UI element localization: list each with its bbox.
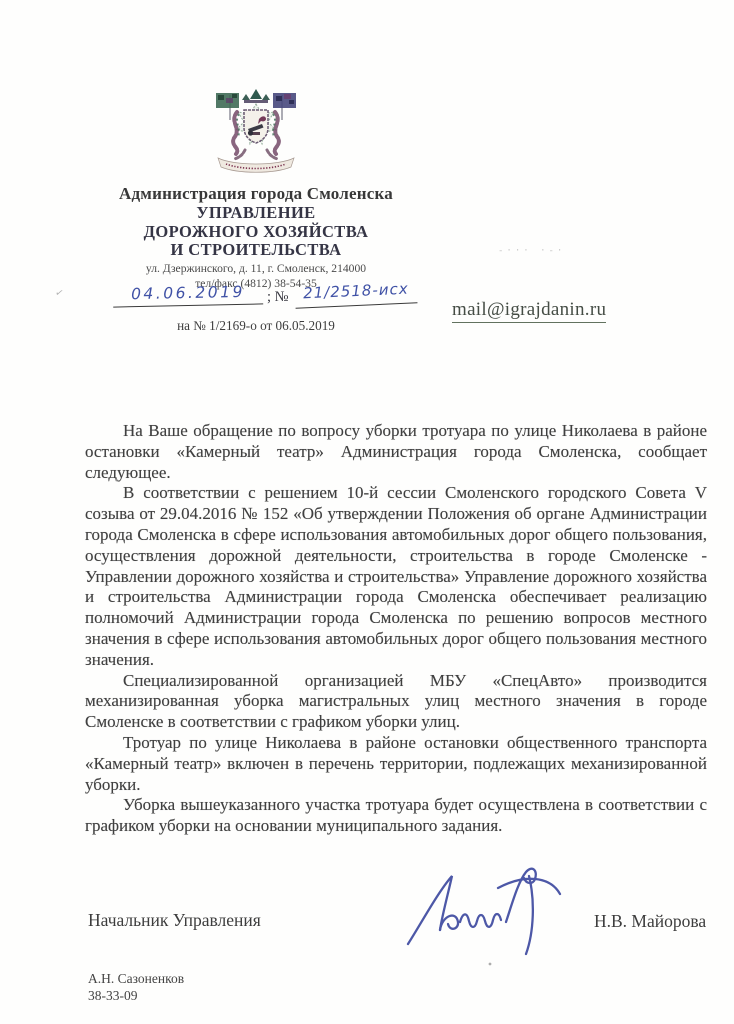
handwritten-date: 04.06.2019 — [113, 282, 263, 307]
handwritten-signature-icon — [398, 860, 598, 970]
org-address: ул. Дзержинского, д. 11, г. Смоленск, 214000 — [145, 261, 367, 275]
paragraph-1: На Ваше обращение по вопросу уборки тротуара по улице Николаева в районе остановки «Камерный театр» Администрация города Смоленска, сообщает следующее. — [85, 421, 707, 482]
paragraph-5: Уборка вышеуказанного участка тротуара будет осуществлена в соответствии с графиком уборки на основании муниципального задания. — [85, 795, 707, 836]
signer-name: Н.В. Майорова — [594, 911, 707, 931]
executor-block — [88, 970, 184, 1004]
org-name: Администрация города Смоленска — [119, 184, 393, 203]
reply-reference-line: на № 1/2169-о от 06.05.2019 — [177, 318, 335, 333]
letter-body — [85, 421, 707, 837]
recipient-email: mail@igrajdanin.ru — [452, 299, 606, 323]
faded-redacted-text: -··· ·-· — [498, 246, 566, 256]
executor-phone: 38-33-09 — [88, 988, 138, 1003]
paragraph-2: В соответствии с решением 10-й сессии Смоленского городского Совета V созыва от 29.04.2016 № 152 «Об утверждении Положения об органе Администрации города Смоленска в сфере использования автомобильных дорог общего пользования, осуществления дорожной деятельности, строительства в городе Смоленске - Управлении дорожного хозяйства и строительства» Управление дорожного хозяйства и строительства Администрации города Смоленска обеспечивает реализацию полномочий Администрации города Смоленска по решению вопросов местного значения в сфере использования автомобильных дорог общего пользования местного значения. — [85, 483, 707, 669]
paragraph-3: Специализированной организацией МБУ «СпецАвто» производится механизированная уборка магистральных улиц местного значения в городе Смоленске в соответствии с графиком уборки улиц. — [85, 670, 707, 732]
handwritten-outgoing-number: 21/2518-исх — [295, 279, 418, 309]
org-phone: тел/факс (4812) 38-54-35 — [195, 277, 317, 291]
pen-check-mark-icon: ✓ — [53, 287, 65, 300]
executor-name: А.Н. Сазоненков — [88, 971, 185, 986]
reference-row — [53, 279, 455, 310]
org-caps-line-2: ДОРОЖНОГО ХОЗЯЙСТВА — [143, 221, 369, 241]
number-label: ; № — [267, 289, 289, 305]
signer-position-title: Начальник Управления — [88, 910, 261, 930]
paragraph-4: Тротуар по улице Николаева в районе остановки общественного транспорта «Камерный театр» включен в перечень территории, подлежащих механизированной уборки. — [85, 732, 707, 794]
org-caps-line-1: УПРАВЛЕНИЕ — [196, 203, 316, 222]
letterhead — [62, 88, 450, 291]
org-caps-line-3: И СТРОИТЕЛЬСТВА — [170, 240, 342, 259]
stray-ink-dot — [489, 963, 492, 966]
smolensk-coat-of-arms-icon — [204, 88, 308, 174]
